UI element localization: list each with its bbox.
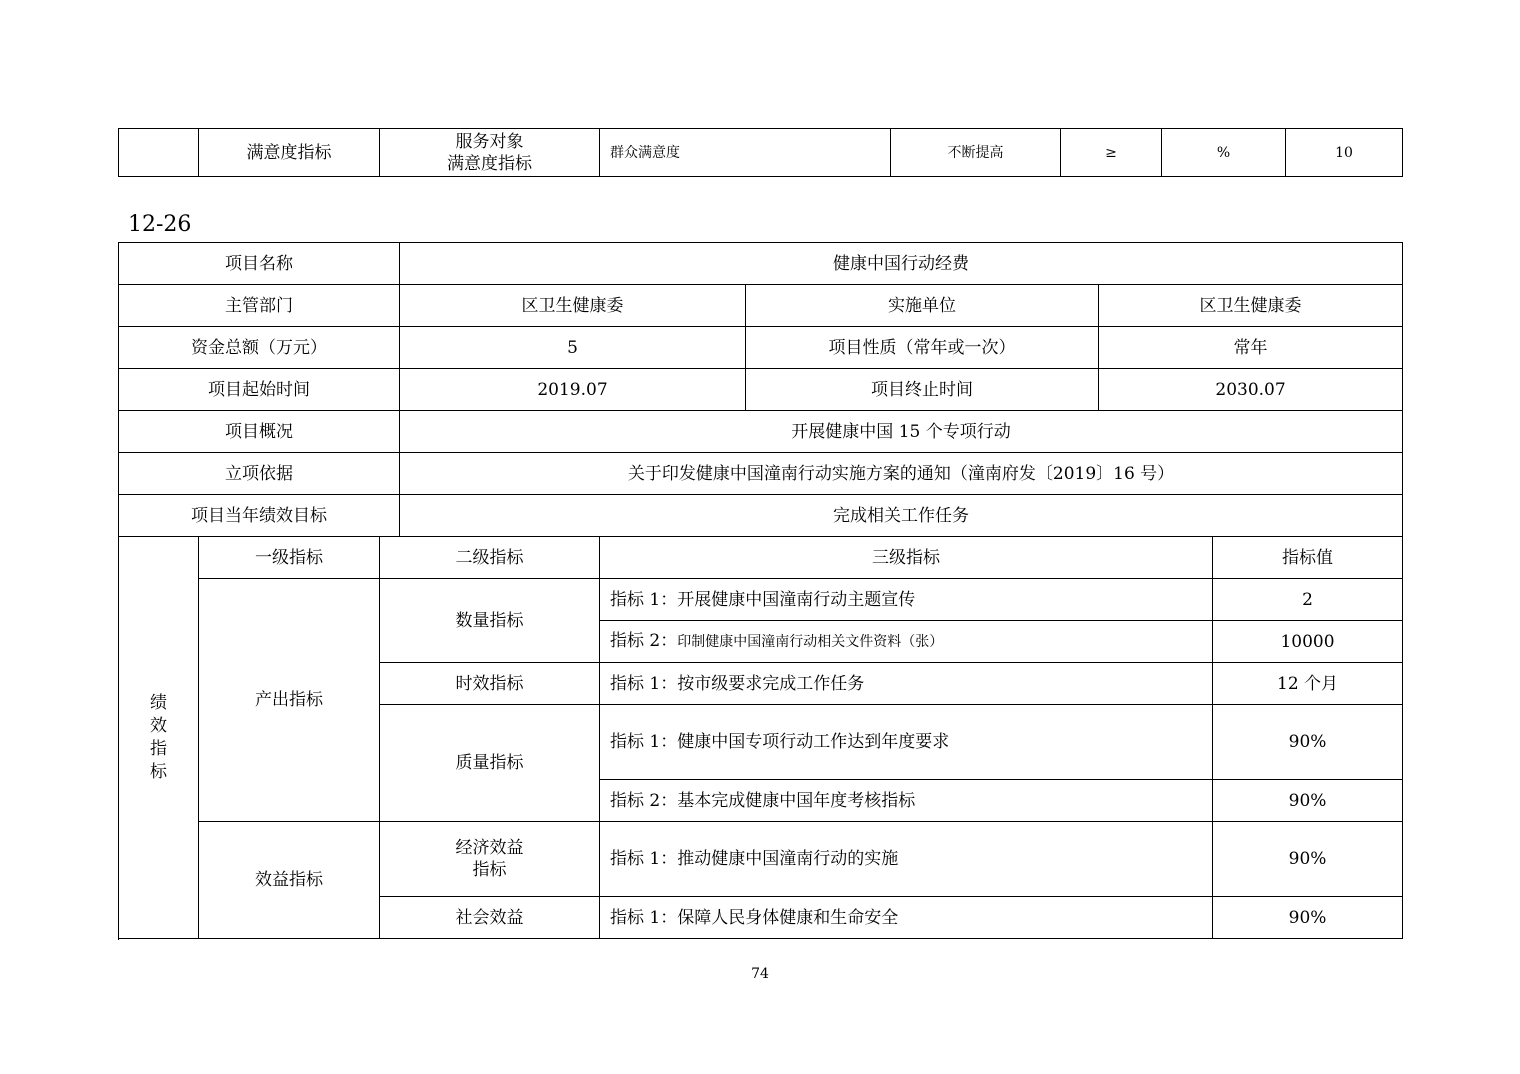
fund-label: 资金总额（万元） [119, 327, 400, 369]
indicator-cell: 指标 1：健康中国专项行动工作达到年度要求 [600, 705, 1213, 780]
basis-label: 立项依据 [119, 453, 400, 495]
level2-satisfaction [380, 129, 600, 177]
continuation-table [118, 128, 1403, 177]
quantity-label: 数量指标 [380, 579, 600, 663]
fund-value: 5 [400, 327, 746, 369]
dept-label: 主管部门 [119, 285, 400, 327]
indicator-prefix: 指标 2： [610, 631, 678, 651]
indicator-cell: 指标 1：开展健康中国潼南行动主题宣传 [600, 579, 1213, 621]
basis-value: 关于印发健康中国潼南行动实施方案的通知（潼南府发〔2019〕16 号） [400, 453, 1403, 495]
fund-row [119, 327, 1403, 369]
impl-value: 区卫生健康委 [1099, 285, 1403, 327]
nature-value: 常年 [1099, 327, 1403, 369]
economic-label [380, 822, 600, 897]
start-value: 2019.07 [400, 369, 746, 411]
goal-label: 项目当年绩效目标 [119, 495, 400, 537]
social-label: 社会效益 [380, 897, 600, 939]
metric-row [119, 579, 1403, 621]
side-char: 标 [150, 761, 167, 782]
basis-row [119, 453, 1403, 495]
overview-row [119, 411, 1403, 453]
project-table [118, 242, 1403, 939]
goal-value: 完成相关工作任务 [400, 495, 1403, 537]
indicator-cell [600, 621, 1213, 663]
end-label: 项目终止时间 [746, 369, 1099, 411]
indicator-cell: 指标 1：保障人民身体健康和生命安全 [600, 897, 1213, 939]
side-char: 指 [150, 738, 167, 759]
section-label: 12-26 [128, 212, 192, 237]
overview-label: 项目概况 [119, 411, 400, 453]
indicator-value: 10000 [1213, 621, 1403, 663]
level1-satisfaction: 满意度指标 [199, 129, 380, 177]
quality-label: 质量指标 [380, 705, 600, 822]
economic-line1: 经济效益 [455, 838, 524, 858]
satisfaction-row [119, 129, 1403, 177]
goal-row [119, 495, 1403, 537]
indicator-text: 印制健康中国潼南行动相关文件资料（张） [677, 634, 944, 650]
economic-line2: 指标 [472, 860, 507, 880]
benefit-label: 效益指标 [199, 822, 380, 939]
metrics-header-row [119, 537, 1403, 579]
performance-side-label [119, 537, 199, 939]
indicator-cell: 指标 2：基本完成健康中国年度考核指标 [600, 780, 1213, 822]
end-value: 2030.07 [1099, 369, 1403, 411]
project-name-value: 健康中国行动经费 [400, 243, 1403, 285]
timeliness-label: 时效指标 [380, 663, 600, 705]
level2-line2: 满意度指标 [447, 153, 532, 174]
side-char: 效 [150, 715, 167, 736]
value-cell: 10 [1286, 129, 1403, 177]
indicator-value: 12 个月 [1213, 663, 1403, 705]
indicator-value: 90% [1213, 897, 1403, 939]
project-name-row [119, 243, 1403, 285]
unit-cell: % [1162, 129, 1286, 177]
start-label: 项目起始时间 [119, 369, 400, 411]
side-char: 绩 [150, 692, 167, 713]
output-label: 产出指标 [199, 579, 380, 822]
header-level2: 二级指标 [380, 537, 600, 579]
indicator-value: 90% [1213, 822, 1403, 897]
time-row [119, 369, 1403, 411]
nature-label: 项目性质（常年或一次） [746, 327, 1099, 369]
page-number: 74 [751, 966, 769, 982]
department-row [119, 285, 1403, 327]
metric-row [119, 822, 1403, 897]
level2-line1: 服务对象 [455, 131, 524, 152]
impl-label: 实施单位 [746, 285, 1099, 327]
dept-value: 区卫生健康委 [400, 285, 746, 327]
header-value: 指标值 [1213, 537, 1403, 579]
indicator-cell: 指标 1：推动健康中国潼南行动的实施 [600, 822, 1213, 897]
indicator-value: 2 [1213, 579, 1403, 621]
target-cell: 不断提高 [891, 129, 1061, 177]
empty-cell [119, 129, 199, 177]
project-name-label: 项目名称 [119, 243, 400, 285]
overview-value: 开展健康中国 15 个专项行动 [400, 411, 1403, 453]
indicator-value: 90% [1213, 780, 1403, 822]
level3-satisfaction: 群众满意度 [600, 129, 891, 177]
indicator-cell: 指标 1：按市级要求完成工作任务 [600, 663, 1213, 705]
header-level3: 三级指标 [600, 537, 1213, 579]
indicator-value: 90% [1213, 705, 1403, 780]
operator-cell: ≥ [1061, 129, 1162, 177]
header-level1: 一级指标 [199, 537, 380, 579]
